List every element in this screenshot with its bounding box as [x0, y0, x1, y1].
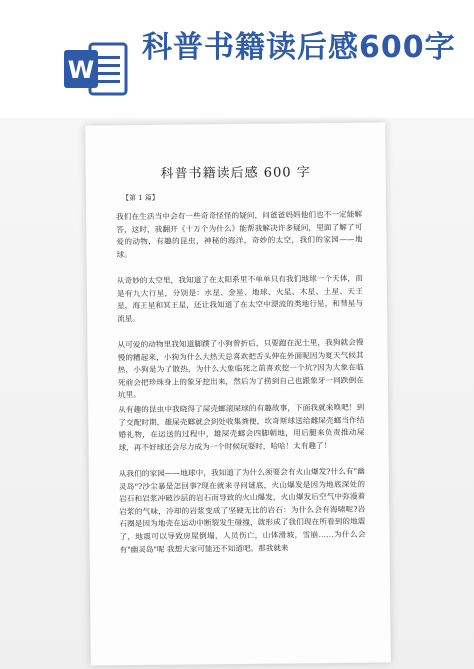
logo-letter: W [67, 56, 95, 84]
paragraph: 从我们的家园——地球中，我知道了为什么须要会有火山爆发?什么有"幽灵岛"?沙尘暴是怎回事?现在就来寻问谜底，火山爆发是因为地底深处的岩石和岩浆冲破沙层的岩石而导致的火山爆发，火山爆发后空气中弥漫着岩浆的气味，冷却的岩浆变成了坚硬无比的岩石：为什么会有海啸呢?岩石圈是因为地壳在运动中断裂发生碰撞，就形成了我们现在所看到的地震了，地震可以导致房屋倒塌，人员伤亡，山体滑坡，雪崩……为什么会有"幽灵岛"呢 我想大家可能还不知道吧。那我就来 [118, 466, 366, 554]
paragraph: 从可爱的动物里我知道脚蹼了小狗曾折后，只要跑在泥土里，我狗就会慢慢的糟起来，小狗为什么大热天总喜欢把舌头伸在外面呢因为夏天气候其热，小狗是为了散热，为什么大象临死之前喜欢挖一个坑?因为大象在临死前会把珍珠身上的象牙挖出来，然后为了捞到自己也跟象牙一同跌倒在坑里。 [117, 337, 364, 400]
paragraph: 从有趣的昆虫中我晓得了屎壳螂滚屎球的有趣故事，下面我就来唤吧！到了交配时期，雄屎壳螂就会到处收集粪便，坎奇斯球送给雌屎壳螂当作结婚礼物，在运送的过程中，雄屎壳螂会四脚朝地，用后腿来负责推动屎球，再不好球还会尽力成为一个时候玩耍时，哈哈！太有趣了！ [118, 402, 365, 453]
header-banner [0, 0, 474, 118]
word-document-icon [64, 40, 128, 98]
document-paper [85, 122, 391, 665]
section-tag: 【第 1 篇】 [121, 193, 159, 203]
document-title: 科普书籍读后感 600 字 [160, 165, 311, 182]
paragraph: 我们在生活当中会有一些奇奇怪怪的疑问，问爸爸妈妈他们也不一定能解答，这时，我翻开《十万个为什么》能帮我解决许多疑问，里面了解了可爱的动物，有趣的昆虫，神秘的海洋，奇妙的太空，我们的家园——地球。 [116, 209, 363, 260]
page-title: 科普书籍读后感600字 [142, 30, 456, 65]
paragraph: 从奇妙的太空里，我知道了在太阳系里不单单只有我们地球一个天体，而是有九大行星，分别是：水星、金星、地球、火星、木星、土星、天王星，海王星和冥王星，还让我知道了在太空中漂流的类地行星，和彗星与流星。 [116, 273, 364, 324]
